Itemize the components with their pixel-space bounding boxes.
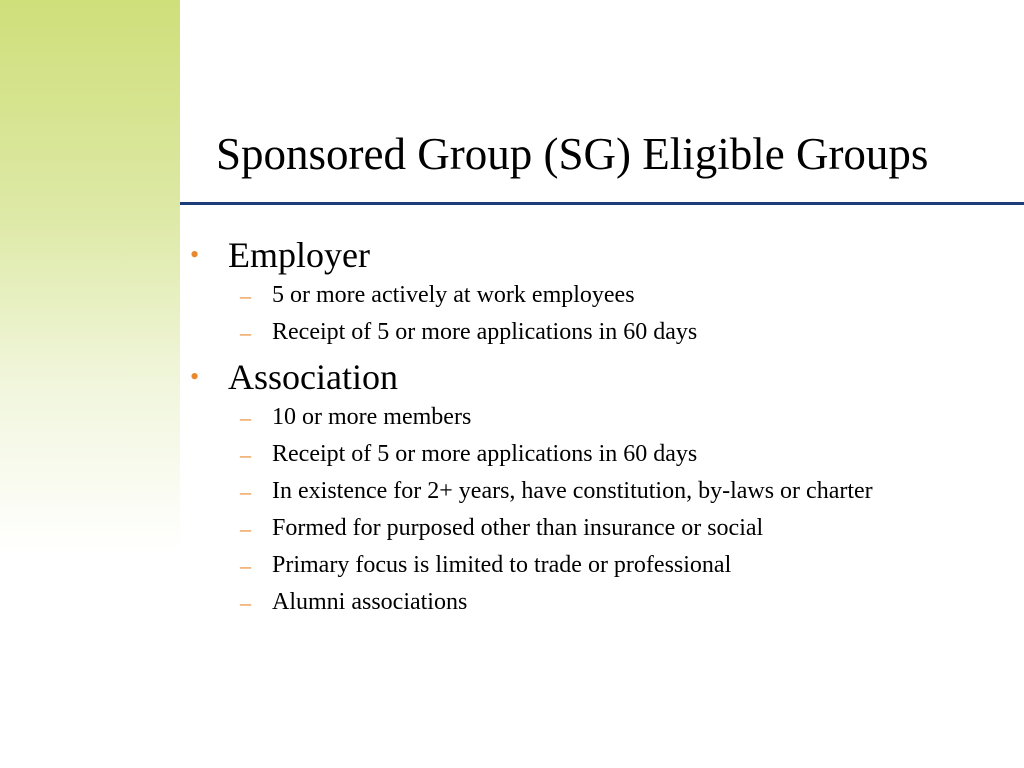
bullet-dot-icon: • (190, 240, 200, 269)
side-gradient-decoration (0, 0, 180, 768)
sub-item (184, 476, 944, 507)
dash-icon: – (240, 590, 251, 615)
dash-icon: – (240, 405, 251, 430)
dash-icon: – (240, 479, 251, 504)
sub-item (184, 513, 944, 544)
dash-icon: – (240, 320, 251, 345)
slide-content (184, 232, 944, 624)
dash-icon: – (240, 516, 251, 541)
association-sub-list (184, 402, 944, 618)
sub-item-text: Formed for purposed other than insurance or social (272, 515, 764, 541)
sub-item (184, 317, 944, 348)
title-divider (180, 202, 1024, 205)
employer-sub-list (184, 280, 944, 348)
dash-icon: – (240, 442, 251, 467)
sub-item-text: Primary focus is limited to trade or professional (272, 552, 732, 578)
sub-item (184, 402, 944, 433)
sub-item-text: 5 or more actively at work employees (272, 282, 635, 308)
dash-icon: – (240, 283, 251, 308)
bullet-association (184, 354, 944, 400)
bullet-employer (184, 232, 944, 278)
bullet-heading: Association (228, 357, 398, 397)
bullet-dot-icon: • (190, 362, 200, 391)
sub-item (184, 587, 944, 618)
sub-item-text: In existence for 2+ years, have constitution, by-laws or charter (272, 478, 873, 504)
bullet-heading: Employer (228, 235, 370, 275)
sub-item-text: Receipt of 5 or more applications in 60 days (272, 319, 698, 345)
sub-item (184, 280, 944, 311)
sub-item-text: Receipt of 5 or more applications in 60 days (272, 441, 698, 467)
slide-title: Sponsored Group (SG) Eligible Groups (216, 129, 929, 179)
sub-item (184, 550, 944, 581)
sub-item-text: 10 or more members (272, 404, 472, 430)
dash-icon: – (240, 553, 251, 578)
sub-item-text: Alumni associations (272, 589, 468, 615)
sub-item (184, 439, 944, 470)
